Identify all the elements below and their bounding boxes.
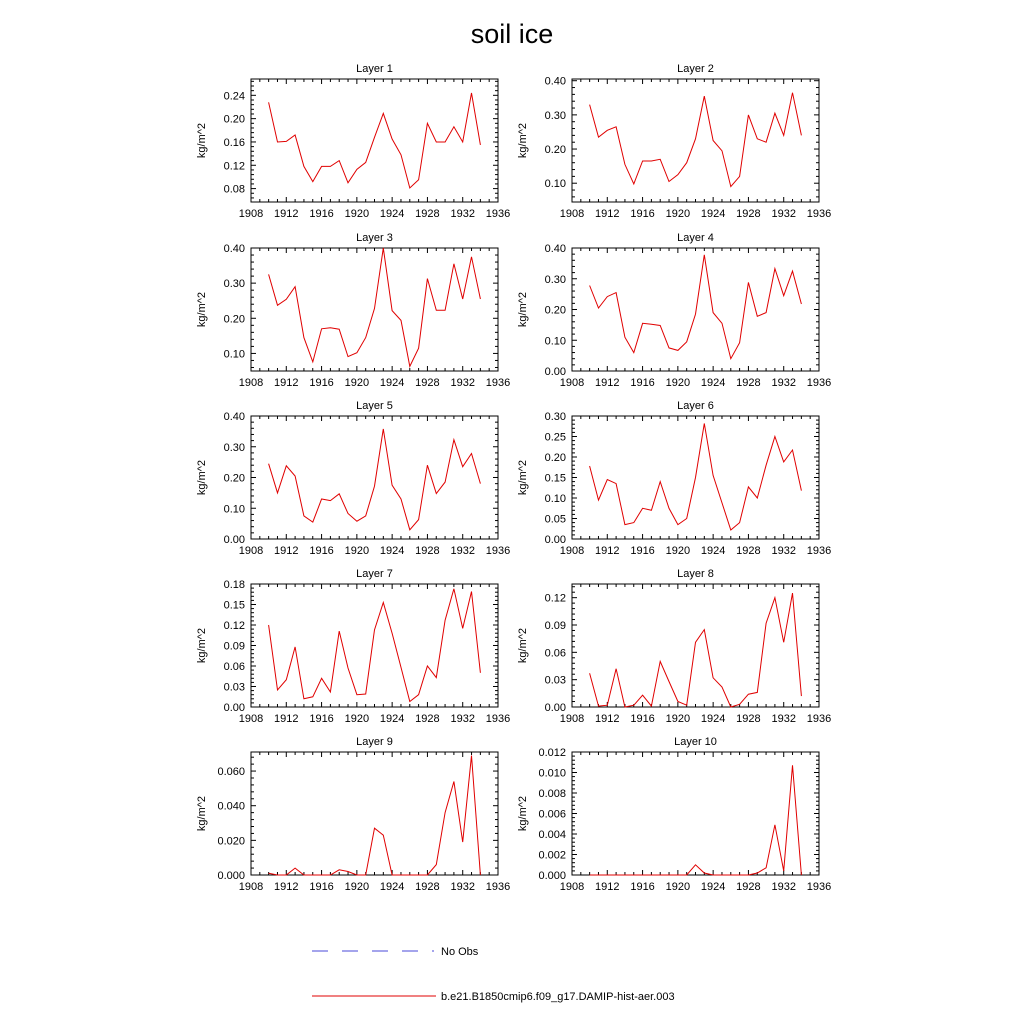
x-tick-label: 1908 bbox=[238, 713, 264, 725]
y-tick-label: 0.008 bbox=[538, 788, 566, 800]
y-tick-label: 0.03 bbox=[223, 681, 245, 694]
x-tick-label: 1916 bbox=[630, 377, 655, 389]
y-tick-label: 0.30 bbox=[544, 273, 566, 286]
x-tick-label: 1928 bbox=[736, 377, 761, 389]
series-line bbox=[269, 93, 481, 188]
x-tick-label: 1924 bbox=[700, 545, 726, 557]
panel-layer-6 bbox=[517, 400, 831, 557]
y-tick-label: 0.25 bbox=[544, 431, 566, 444]
plot-frame bbox=[572, 79, 819, 202]
x-tick-label: 1924 bbox=[700, 881, 726, 893]
x-tick-label: 1936 bbox=[485, 545, 511, 557]
panel-title: Layer 8 bbox=[677, 568, 714, 580]
y-tick-label: 0.040 bbox=[217, 800, 245, 813]
y-tick-label: 0.08 bbox=[223, 183, 245, 196]
legend-label-model: b.e21.B1850cmip6.f09_g17.DAMIP-hist-aer.003 bbox=[441, 991, 675, 1003]
y-tick-label: 0.30 bbox=[223, 278, 245, 291]
y-axis-label: kg/m^2 bbox=[517, 122, 529, 159]
x-tick-label: 1916 bbox=[309, 713, 334, 725]
x-tick-label: 1908 bbox=[559, 377, 585, 389]
x-tick-label: 1924 bbox=[379, 377, 405, 389]
x-tick-label: 1912 bbox=[595, 377, 620, 389]
x-tick-label: 1920 bbox=[665, 377, 691, 389]
y-axis-label: kg/m^2 bbox=[196, 627, 208, 664]
x-tick-label: 1924 bbox=[379, 208, 405, 220]
series-line bbox=[590, 93, 802, 187]
x-tick-label: 1936 bbox=[806, 208, 832, 220]
figure-title: soil ice bbox=[470, 19, 554, 49]
y-tick-label: 0.00 bbox=[544, 534, 566, 546]
x-tick-label: 1912 bbox=[595, 545, 620, 557]
y-axis-label: kg/m^2 bbox=[517, 795, 529, 832]
y-tick-label: 0.30 bbox=[544, 109, 566, 122]
x-tick-label: 1928 bbox=[415, 208, 440, 220]
x-tick-label: 1912 bbox=[274, 377, 299, 389]
y-axis-label: kg/m^2 bbox=[196, 291, 208, 328]
plot-frame bbox=[251, 416, 498, 539]
x-tick-label: 1928 bbox=[736, 545, 761, 557]
x-tick-label: 1912 bbox=[274, 881, 299, 893]
y-tick-label: 0.09 bbox=[223, 640, 245, 653]
plot-frame bbox=[572, 752, 819, 875]
y-tick-label: 0.012 bbox=[538, 747, 566, 759]
x-tick-label: 1932 bbox=[771, 208, 796, 220]
y-tick-label: 0.00 bbox=[544, 702, 566, 714]
panel-layer-7 bbox=[196, 568, 510, 725]
y-tick-label: 0.20 bbox=[223, 113, 245, 126]
y-tick-label: 0.20 bbox=[544, 144, 566, 157]
x-tick-label: 1916 bbox=[309, 545, 334, 557]
panel-title: Layer 3 bbox=[356, 232, 393, 244]
panel-title: Layer 1 bbox=[356, 63, 393, 75]
y-tick-label: 0.12 bbox=[544, 592, 566, 605]
x-tick-label: 1920 bbox=[665, 545, 691, 557]
panel-title: Layer 7 bbox=[356, 568, 393, 580]
x-tick-label: 1908 bbox=[238, 377, 264, 389]
y-tick-label: 0.30 bbox=[544, 411, 566, 423]
x-tick-label: 1920 bbox=[344, 545, 370, 557]
y-tick-label: 0.020 bbox=[217, 835, 245, 848]
x-tick-label: 1912 bbox=[595, 208, 620, 220]
x-tick-label: 1912 bbox=[595, 713, 620, 725]
y-tick-label: 0.40 bbox=[544, 75, 566, 88]
y-tick-label: 0.20 bbox=[223, 313, 245, 326]
x-tick-label: 1936 bbox=[806, 713, 832, 725]
panel-title: Layer 2 bbox=[677, 63, 714, 75]
x-tick-label: 1936 bbox=[806, 881, 832, 893]
legend-label-no-obs: No Obs bbox=[441, 946, 479, 958]
y-tick-label: 0.060 bbox=[217, 766, 245, 779]
y-tick-label: 0.004 bbox=[538, 829, 566, 841]
panel-title: Layer 4 bbox=[677, 232, 714, 244]
y-axis-label: kg/m^2 bbox=[196, 795, 208, 832]
panel-layer-5 bbox=[196, 400, 510, 557]
y-tick-label: 0.30 bbox=[223, 441, 245, 454]
x-tick-label: 1936 bbox=[485, 377, 511, 389]
x-tick-label: 1908 bbox=[559, 208, 585, 220]
x-tick-label: 1916 bbox=[309, 377, 334, 389]
series-line bbox=[590, 423, 802, 530]
y-tick-label: 0.10 bbox=[544, 335, 566, 348]
x-tick-label: 1916 bbox=[630, 545, 655, 557]
x-tick-label: 1908 bbox=[559, 881, 585, 893]
y-tick-label: 0.06 bbox=[544, 647, 566, 660]
panels bbox=[196, 63, 831, 893]
y-tick-label: 0.12 bbox=[223, 160, 245, 173]
y-tick-label: 0.006 bbox=[538, 808, 566, 821]
x-tick-label: 1920 bbox=[665, 208, 691, 220]
y-tick-label: 0.03 bbox=[544, 674, 566, 687]
x-tick-label: 1924 bbox=[700, 713, 726, 725]
panel-layer-9 bbox=[196, 736, 510, 893]
y-tick-label: 0.10 bbox=[223, 503, 245, 516]
y-tick-label: 0.40 bbox=[223, 243, 245, 255]
y-tick-label: 0.20 bbox=[223, 472, 245, 485]
y-tick-label: 0.06 bbox=[223, 661, 245, 673]
x-tick-label: 1928 bbox=[415, 545, 440, 557]
x-tick-label: 1912 bbox=[274, 545, 299, 557]
y-tick-label: 0.10 bbox=[223, 348, 245, 361]
x-tick-label: 1924 bbox=[379, 545, 405, 557]
y-tick-label: 0.00 bbox=[544, 366, 566, 378]
x-tick-label: 1916 bbox=[630, 881, 655, 893]
panel-layer-3 bbox=[196, 232, 510, 389]
series-line bbox=[269, 248, 481, 366]
y-tick-label: 0.000 bbox=[538, 870, 566, 882]
x-tick-label: 1920 bbox=[665, 881, 691, 893]
x-tick-label: 1932 bbox=[771, 881, 796, 893]
x-tick-label: 1920 bbox=[665, 713, 691, 725]
x-tick-label: 1924 bbox=[700, 377, 726, 389]
panel-layer-2 bbox=[517, 63, 831, 220]
x-tick-label: 1908 bbox=[559, 545, 585, 557]
panel-layer-1 bbox=[196, 63, 510, 220]
y-tick-label: 0.40 bbox=[544, 243, 566, 255]
series-line bbox=[590, 593, 802, 707]
x-tick-label: 1928 bbox=[415, 377, 440, 389]
y-tick-label: 0.24 bbox=[223, 90, 245, 103]
y-tick-label: 0.15 bbox=[223, 599, 245, 612]
series-line bbox=[590, 255, 802, 359]
x-tick-label: 1920 bbox=[344, 377, 370, 389]
y-tick-label: 0.15 bbox=[544, 472, 566, 485]
plot-frame bbox=[572, 248, 819, 371]
series-line bbox=[269, 429, 481, 530]
y-tick-label: 0.000 bbox=[217, 870, 245, 882]
x-tick-label: 1908 bbox=[559, 713, 585, 725]
x-tick-label: 1932 bbox=[771, 377, 796, 389]
x-tick-label: 1916 bbox=[309, 208, 334, 220]
y-axis-label: kg/m^2 bbox=[517, 459, 529, 496]
y-tick-label: 0.10 bbox=[544, 178, 566, 191]
x-tick-label: 1920 bbox=[344, 713, 370, 725]
y-axis-label: kg/m^2 bbox=[517, 627, 529, 664]
x-tick-label: 1928 bbox=[736, 713, 761, 725]
y-tick-label: 0.16 bbox=[223, 136, 245, 149]
x-tick-label: 1928 bbox=[415, 713, 440, 725]
x-tick-label: 1920 bbox=[344, 881, 370, 893]
y-tick-label: 0.010 bbox=[538, 767, 566, 780]
y-tick-label: 0.12 bbox=[223, 620, 245, 632]
y-tick-label: 0.09 bbox=[544, 620, 566, 632]
x-tick-label: 1928 bbox=[736, 881, 761, 893]
panel-title: Layer 5 bbox=[356, 400, 393, 412]
x-tick-label: 1912 bbox=[595, 881, 620, 893]
x-tick-label: 1924 bbox=[379, 881, 405, 893]
y-tick-label: 0.00 bbox=[223, 702, 245, 714]
x-tick-label: 1932 bbox=[450, 881, 475, 893]
x-tick-label: 1924 bbox=[379, 713, 405, 725]
y-tick-label: 0.002 bbox=[538, 849, 566, 862]
panel-title: Layer 6 bbox=[677, 400, 714, 412]
x-tick-label: 1928 bbox=[415, 881, 440, 893]
x-tick-label: 1932 bbox=[450, 377, 475, 389]
x-tick-label: 1932 bbox=[450, 545, 475, 557]
plot-frame bbox=[251, 752, 498, 875]
x-tick-label: 1912 bbox=[274, 713, 299, 725]
x-tick-label: 1932 bbox=[450, 713, 475, 725]
panel-title: Layer 10 bbox=[674, 736, 717, 748]
x-tick-label: 1936 bbox=[485, 208, 511, 220]
x-tick-label: 1908 bbox=[238, 545, 264, 557]
x-tick-label: 1936 bbox=[806, 377, 832, 389]
panel-layer-4 bbox=[517, 232, 831, 389]
x-tick-label: 1924 bbox=[700, 208, 726, 220]
panel-layer-8 bbox=[517, 568, 831, 725]
legend bbox=[312, 946, 675, 1003]
x-tick-label: 1916 bbox=[630, 208, 655, 220]
x-tick-label: 1936 bbox=[485, 881, 511, 893]
y-tick-label: 0.05 bbox=[544, 513, 566, 526]
x-tick-label: 1908 bbox=[238, 208, 264, 220]
x-tick-label: 1932 bbox=[771, 545, 796, 557]
y-axis-label: kg/m^2 bbox=[517, 291, 529, 328]
x-tick-label: 1912 bbox=[274, 208, 299, 220]
x-tick-label: 1936 bbox=[485, 713, 511, 725]
x-tick-label: 1932 bbox=[771, 713, 796, 725]
x-tick-label: 1936 bbox=[806, 545, 832, 557]
series-line bbox=[590, 765, 802, 875]
x-tick-label: 1928 bbox=[736, 208, 761, 220]
y-tick-label: 0.10 bbox=[544, 493, 566, 505]
y-tick-label: 0.00 bbox=[223, 534, 245, 546]
plot-frame bbox=[251, 584, 498, 707]
y-tick-label: 0.20 bbox=[544, 452, 566, 464]
x-tick-label: 1916 bbox=[630, 713, 655, 725]
y-tick-label: 0.40 bbox=[223, 411, 245, 423]
series-line bbox=[269, 589, 481, 702]
x-tick-label: 1908 bbox=[238, 881, 264, 893]
panel-title: Layer 9 bbox=[356, 736, 393, 748]
series-line bbox=[269, 756, 481, 876]
panel-layer-10 bbox=[517, 736, 831, 893]
y-axis-label: kg/m^2 bbox=[196, 122, 208, 159]
x-tick-label: 1920 bbox=[344, 208, 370, 220]
x-tick-label: 1916 bbox=[309, 881, 334, 893]
y-tick-label: 0.18 bbox=[223, 579, 245, 591]
y-axis-label: kg/m^2 bbox=[196, 459, 208, 496]
y-tick-label: 0.20 bbox=[544, 304, 566, 317]
x-tick-label: 1932 bbox=[450, 208, 475, 220]
